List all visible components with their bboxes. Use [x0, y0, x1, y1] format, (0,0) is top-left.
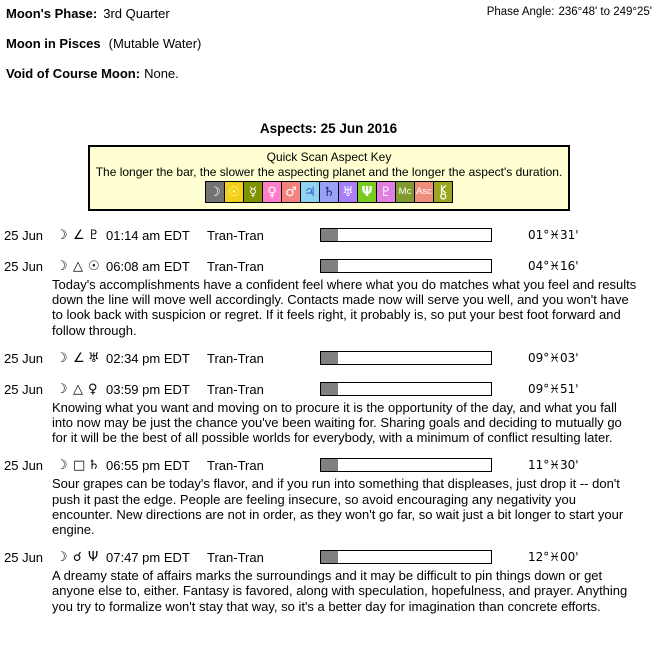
pluto-symbol: ♇	[88, 228, 100, 243]
aspect-type: Tran-Tran	[207, 550, 264, 566]
jupiter-icon: ♃	[301, 182, 319, 202]
aspect-interpretation: Knowing what you want and moving on to procure it is the opportunity of the day, and what you fall into now may be just the chance you've been waiting for. Sharing goals and deciding to mutually go for it will be the best of all possible worlds for everybody, with a minimum of conflict resulting later.	[52, 399, 622, 446]
aspect-time: 06:08 am EDT	[106, 259, 190, 274]
aspect-block	[0, 351, 657, 369]
duration-bar-fill	[321, 551, 338, 563]
aspect-position: 09°♓51'	[528, 381, 579, 396]
duration-bar	[320, 351, 492, 365]
aspect-time: 07:47 pm EDT	[106, 550, 190, 566]
aspect-position: 09°♓03'	[528, 350, 579, 365]
moon-icon: ☽	[206, 182, 224, 202]
aspect-block	[0, 458, 657, 537]
duration-bar	[320, 259, 492, 273]
aspect-time: 03:59 pm EDT	[106, 381, 190, 397]
moon-symbol: ☽	[56, 381, 68, 397]
aspect-date: 25 Jun	[4, 228, 44, 243]
aspect-time: 06:55 pm EDT	[106, 458, 190, 474]
midheaven-icon: Mc	[396, 182, 414, 202]
aspect-type: Tran-Tran	[207, 458, 264, 474]
duration-bar-fill	[321, 260, 338, 272]
uranus-symbol: ♅	[88, 350, 100, 366]
duration-bar-fill	[321, 459, 338, 471]
moon-symbol: ☽	[56, 458, 68, 474]
chiron-glyph	[438, 185, 449, 200]
key-box	[88, 145, 570, 211]
uranus-icon: ♅	[339, 182, 357, 202]
mars-icon: ♂	[282, 182, 300, 202]
aspect-position: 01°♓31'	[528, 228, 579, 242]
aspect-type: Tran-Tran	[207, 228, 264, 243]
duration-bar	[320, 228, 492, 242]
moon-phase-line	[6, 6, 170, 21]
moon-symbol: ☽	[56, 550, 68, 566]
moon-sign-label: Moon in Pisces	[6, 36, 101, 51]
aspect-date: 25 Jun	[4, 259, 44, 274]
conjunction-symbol: ☌	[73, 550, 82, 566]
moon-phase-value: 3rd Quarter	[103, 6, 170, 21]
aspect-row	[0, 382, 657, 400]
duration-bar	[320, 550, 492, 564]
trine-symbol: △	[73, 381, 83, 397]
aspect-time: 02:34 pm EDT	[106, 350, 190, 366]
aspect-date: 25 Jun	[4, 458, 44, 474]
aspect-position: 04°♓16'	[528, 259, 579, 273]
aspect-type: Tran-Tran	[207, 381, 264, 397]
trine-symbol: △	[73, 259, 83, 274]
ascendant-icon: Asc	[415, 182, 433, 202]
aspect-type: Tran-Tran	[207, 350, 264, 366]
aspect-row	[0, 228, 657, 246]
moon-sign-value: (Mutable Water)	[108, 36, 202, 51]
semisquare-symbol: ∠	[73, 350, 85, 366]
venus-symbol: ♀	[88, 381, 98, 397]
moon-symbol: ☽	[56, 259, 68, 274]
void-of-course-label: Void of Course Moon:	[6, 66, 141, 81]
key-box-subtitle: The longer the bar, the slower the aspecting planet and the longer the aspect's duration.	[95, 165, 563, 179]
moon-phase-label: Moon's Phase:	[6, 6, 98, 21]
aspect-interpretation: Sour grapes can be today's flavor, and if you run into something that displeases, just drop it -- don't push it past the edge. People are feeling insecure, so avoid encouraging any negativity you encounter. New directions are not in order, as they won't go far, so wait just a bit longer to start your engine.	[52, 476, 624, 538]
aspect-list	[0, 228, 657, 627]
void-of-course-value: None.	[144, 66, 179, 81]
pluto-icon: ♇	[377, 182, 395, 202]
venus-icon: ♀	[263, 182, 281, 202]
aspect-date: 25 Jun	[4, 350, 44, 366]
aspect-row	[0, 550, 657, 568]
duration-bar	[320, 382, 492, 396]
duration-bar	[320, 458, 492, 472]
aspect-time: 01:14 am EDT	[106, 228, 190, 243]
aspect-block	[0, 228, 657, 246]
aspect-block	[0, 382, 657, 446]
saturn-icon: ♄	[320, 182, 338, 202]
aspect-block	[0, 550, 657, 614]
moon-sign-line	[6, 36, 201, 51]
duration-bar-fill	[321, 229, 338, 241]
saturn-symbol: ♄	[88, 458, 100, 474]
neptune-icon: Ψ	[358, 182, 376, 202]
chiron-icon	[434, 182, 452, 202]
phase-angle-value: 236°48' to 249°25'	[558, 6, 652, 18]
neptune-symbol: Ψ	[88, 550, 99, 566]
semisquare-symbol: ∠	[73, 228, 85, 243]
moon-symbol: ☽	[56, 228, 68, 243]
aspect-position: 11°♓30'	[528, 458, 579, 473]
square-symbol: □	[73, 458, 86, 474]
aspect-row	[0, 351, 657, 369]
duration-bar-fill	[321, 383, 338, 395]
key-box-title: Quick Scan Aspect Key	[266, 150, 392, 164]
phase-angle-label: Phase Angle:	[486, 6, 555, 18]
duration-bar-fill	[321, 352, 338, 364]
sun-symbol: ☉	[88, 259, 100, 274]
mercury-icon: ☿	[244, 182, 262, 202]
sun-icon: ☉	[225, 182, 243, 202]
void-of-course-line	[6, 66, 179, 81]
aspects-title: Aspects: 25 Jun 2016	[259, 121, 398, 136]
aspect-row	[0, 458, 657, 476]
aspect-date: 25 Jun	[4, 381, 44, 397]
aspect-type: Tran-Tran	[207, 259, 264, 274]
aspect-row	[0, 259, 657, 277]
aspect-block	[0, 259, 657, 338]
aspect-position: 12°♓00'	[528, 550, 579, 565]
aspect-date: 25 Jun	[4, 550, 44, 566]
planet-key-strip	[205, 181, 453, 203]
aspect-interpretation: A dreamy state of affairs marks the surroundings and it may be difficult to pin things down or get anyone else to, either. Fantasy is favored, along with speculation, hopefulness, and prayer. Anything you try to formalize won't stay that way, so it's a better day for imagination than concrete efforts.	[52, 568, 628, 614]
phase-angle-line	[487, 6, 652, 18]
aspect-interpretation: Today's accomplishments have a confident feel where what you do matches what you feel and results down the line will move well accordingly. Contacts made now will serve you well, and you won't have to look back with suspicion or regret. If it feels right, it probably is, so put your best foot forward and follow through.	[52, 277, 637, 338]
moon-symbol: ☽	[56, 350, 68, 366]
